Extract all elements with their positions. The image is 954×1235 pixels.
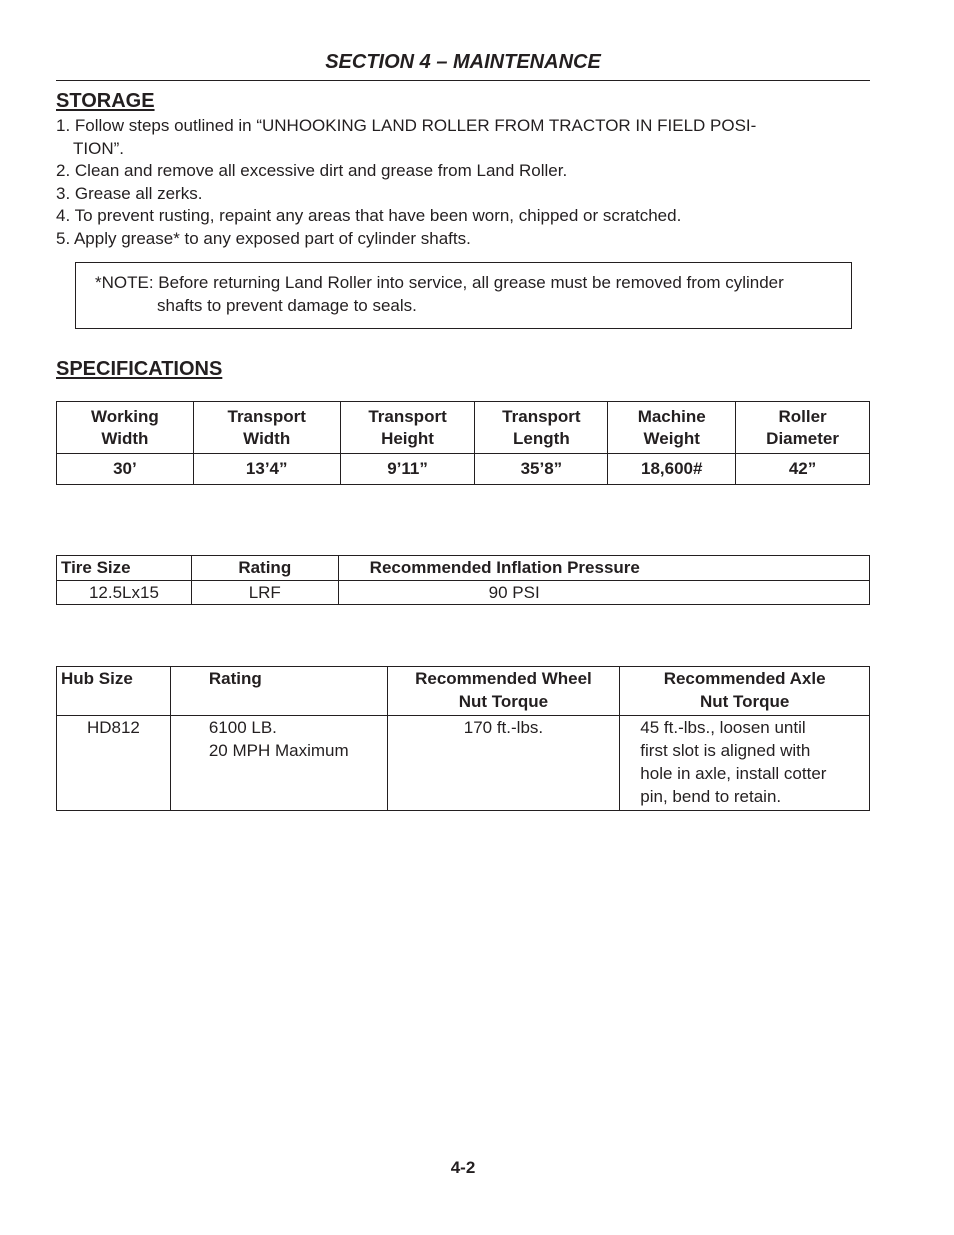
header-inflation-pressure: Recommended Inflation Pressure [338, 556, 869, 581]
specifications-heading: SPECIFICATIONS [56, 358, 223, 380]
storage-step-5: 5. Apply grease* to any exposed part of cylinder shafts. [56, 228, 471, 248]
hub-table [56, 666, 870, 811]
value-tire-size: 12.5Lx15 [57, 581, 192, 605]
table-header-row [57, 402, 870, 454]
value-tire-rating: LRF [191, 581, 338, 605]
storage-step-3: 3. Grease all zerks. [56, 183, 203, 203]
table-row [57, 716, 870, 811]
value-roller-diameter: 42” [736, 454, 870, 485]
table-row [57, 581, 870, 605]
header-wheel-nut-torque: Recommended Wheel Nut Torque [387, 667, 620, 716]
tire-table [56, 555, 870, 605]
value-transport-length: 35’8” [475, 454, 608, 485]
section-title: SECTION 4 – MAINTENANCE [325, 51, 601, 73]
storage-step-2: 2. Clean and remove all excessive dirt and grease from Land Roller. [56, 161, 568, 180]
table-row [57, 454, 870, 485]
header-hub-size: Hub Size [57, 667, 171, 716]
header-transport-height: Transport Height [340, 402, 475, 454]
header-axle-nut-torque: Recommended Axle Nut Torque [620, 667, 870, 716]
header-transport-width: Transport Width [193, 402, 340, 454]
value-working-width: 30’ [57, 454, 194, 485]
storage-heading: STORAGE [56, 90, 155, 112]
table-header-row [57, 667, 870, 716]
header-working-width: Working Width [57, 402, 194, 454]
value-transport-height: 9’11” [340, 454, 475, 485]
value-inflation-pressure: 90 PSI [338, 581, 869, 605]
value-wheel-nut-torque: 170 ft.-lbs. [387, 716, 620, 811]
note-text [95, 271, 840, 317]
header-rule [56, 80, 870, 81]
storage-step-1: 1. Follow steps outlined in “UNHOOKING LAND ROLLER FROM TRACTOR IN FIELD POSI- [56, 116, 757, 135]
machine-spec-table [56, 401, 870, 485]
value-hub-size: HD812 [57, 716, 171, 811]
storage-steps [56, 115, 870, 250]
header-roller-diameter: Roller Diameter [736, 402, 870, 454]
note-line-1: *NOTE: Before returning Land Roller into service, all grease must be removed from cylinder [95, 273, 784, 292]
header-tire-rating: Rating [191, 556, 338, 581]
header-transport-length: Transport Length [475, 402, 608, 454]
page-number: 4-2 [450, 1158, 476, 1177]
value-machine-weight: 18,600# [608, 454, 736, 485]
storage-step-4: 4. To prevent rusting, repaint any areas that have been worn, chipped or scratched. [56, 206, 682, 225]
value-transport-width: 13’4” [193, 454, 340, 485]
storage-step-1-continued: TION”. [73, 138, 124, 158]
value-axle-nut-torque: 45 ft.-lbs., loosen until first slot is aligned with hole in axle, install cotter pin, bend to retain. [620, 716, 870, 811]
table-header-row [57, 556, 870, 581]
header-machine-weight: Machine Weight [608, 402, 736, 454]
header-tire-size: Tire Size [57, 556, 192, 581]
note-line-2: shafts to prevent damage to seals. [157, 296, 417, 315]
header-hub-rating: Rating [170, 667, 387, 716]
value-hub-rating: 6100 LB. 20 MPH Maximum [170, 716, 387, 811]
